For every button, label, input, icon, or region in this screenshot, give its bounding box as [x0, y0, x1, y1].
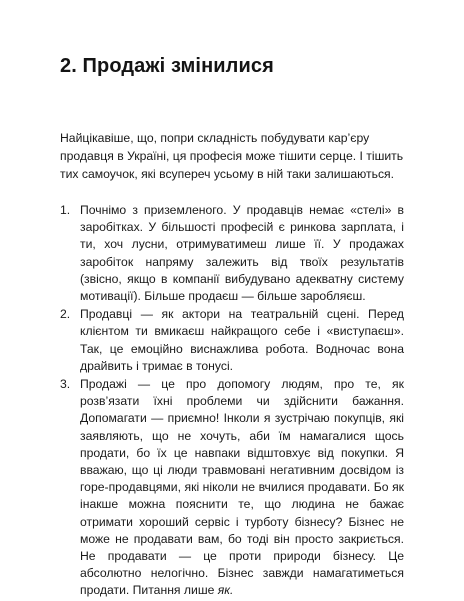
numbered-list — [60, 202, 404, 601]
list-item-text — [80, 202, 404, 305]
list-item — [60, 376, 404, 600]
list-item — [60, 306, 404, 375]
list-item-number: 3. — [60, 377, 71, 392]
list-item-body: Продавці — як актори на театральній сцені. Перед клієнтом ти вмикаєш найкращого себе і «виступаєш». Так, це емоційно виснажлива робота. Водночас вона драйвить і тримає в тонусі. — [80, 307, 404, 373]
list-item-number: 1. — [60, 203, 71, 217]
list-item-italic-tail: як. — [217, 583, 234, 598]
list-item — [60, 202, 404, 305]
list-item-body: Почнімо з приземленого. У продавців немає «стелі» в заробітках. У більшості професій є ринкова зарплата, і ти, хоч лусни, отримуватимеш лише її. У продажах заробіток напряму залежить від твоїх результатів (звісно, якщо в компанії вибудувано адекватну систему мотивації). Більше продаєш — більше заробляєш. — [80, 203, 404, 304]
list-item-number: 2. — [60, 307, 71, 322]
list-item-body: Продажі — це про допомогу людям, про те, як розв’язати їхні проблеми чи здійснити бажання. Допомагати — приємно! Інколи я зустрічаю покупців, які заявляють, що не хочуть, аби їм намагалися щось продати, бо їх це навпаки відштовхує від покупки. Я вважаю, що ці люди травмовані негативним досвідом із горе-продавцями, які ніколи не вчилися продавати. Бо як інакше можна пояснити те, що людина не бажає отримати хороший сервіс і турботу бізнесу? Бізнес не може не продавати вам, бо тоді він просто закриється. Не продавати — це проти природи бізнесу. Це абсолютно нелогічно. Бізнес завжди намагатиметься продати. Питання лише — [80, 377, 404, 598]
list-item-text — [80, 376, 404, 600]
intro-paragraph: Найцікавіше, що, попри складність побудувати кар’єру продавця в Україні, ця професія може тішити серце. І тішить тих самоучок, які всупереч усьому в ній таки залишаються. — [60, 131, 404, 181]
list-item-text — [80, 306, 404, 375]
chapter-title: 2. Продажі змінилися — [60, 55, 274, 77]
